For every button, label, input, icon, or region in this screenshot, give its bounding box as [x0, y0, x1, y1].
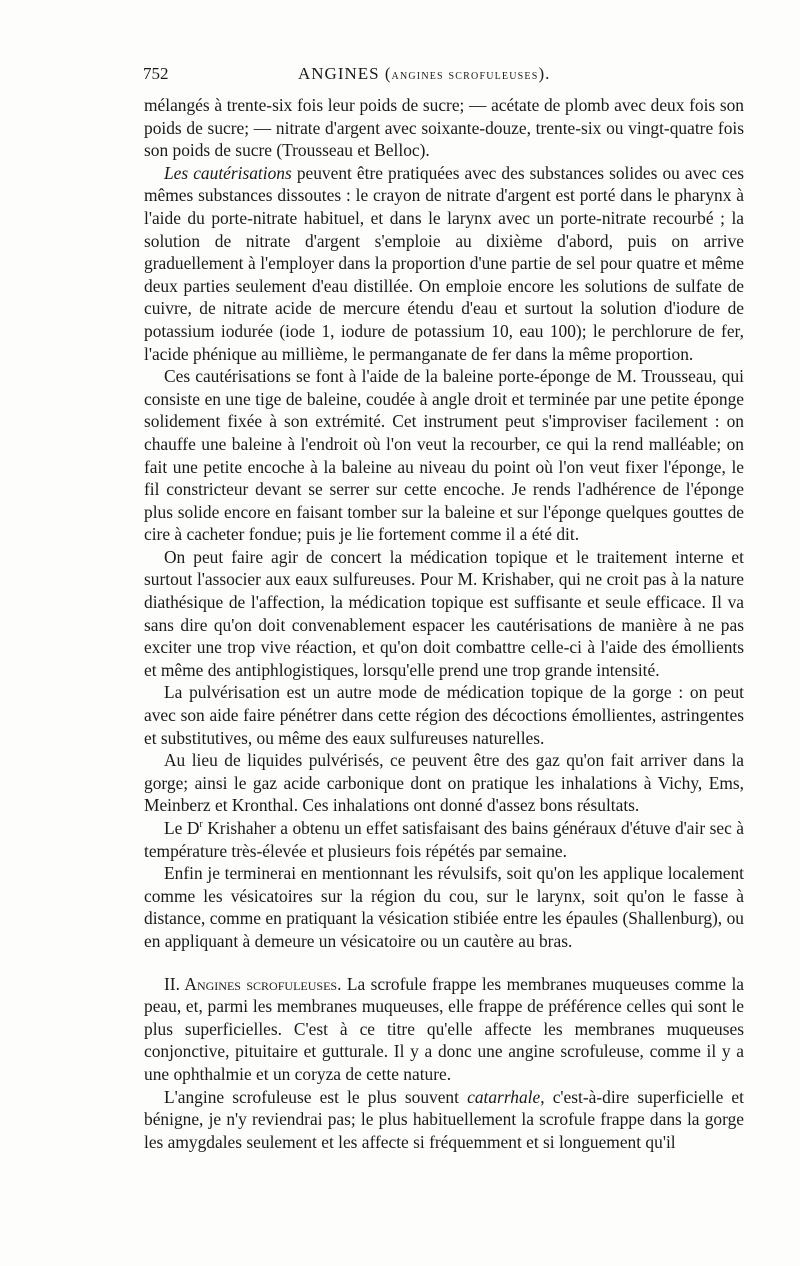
paragraph-pulverisation: La pulvérisation est un autre mode de médication topique de la gorge : on peut avec son aide faire pénétrer dans cette région des décoctions émollientes, astringentes et substitutives, ou même des eaux sulfureuses naturelles.: [144, 682, 744, 748]
emphasis-catarrhale: catarrhale: [467, 1086, 541, 1107]
section-2-paragraph: II. Angines scrofuleuses. La scrofule frappe les membranes muqueuses comme la peau, et, parmi les membranes muqueuses, elle frappe de préférence celles qui sont le plus superficielles. C'est à ce titre qu'elle affecte les membranes muqueuses conjonctive, pituitaire et gutturale. Il y a donc une angine scrofuleuse, comme il y a une ophthalmie et un coryza de cette nature.: [144, 973, 744, 1084]
paragraph-medication-concert: On peut faire agir de concert la médication topique et le traitement interne et surtout l'associer aux eaux sulfureuses. Pour M. Krishaber, qui ne croit pas à la nature diathésique de l'affection, la médication topique est suffisante et seule efficace. Il va sans dire qu'on doit convenablement espacer les cautérisations de manière à ne pas exciter une trop vive réaction, et qu'on doit combattre celle-ci à l'aide des émollients et même des antiphlogistiques, lorsqu'elle prend une trop grande intensité.: [144, 546, 744, 680]
section-number: II.: [164, 973, 180, 994]
emphasis-cauterisations: Les cautérisations: [164, 162, 292, 183]
running-title-subtitle: angines scrofuleuses: [391, 68, 539, 83]
section-heading: [164, 974, 341, 994]
paragraph-gaz: Au lieu de liquides pulvérisés, ce peuvent être des gaz qu'on fait arriver dans la gorge; ainsi le gaz acide carbonique dont on pratique les inhalations à Vichy, Ems, Meinberz et Kronthal. Ces inhalations ont donné d'assez bons résultats.: [144, 750, 744, 816]
paragraph-1: mélangés à trente-six fois leur poids de sucre; — acétate de plomb avec deux fois son poids de sucre; — nitrate d'argent avec soixante-douze, trente-six ou vingt-quatre fois son poids de sucre (Trousseau et Belloc).: [144, 95, 744, 161]
paragraph-catarrhale: L'angine scrofuleuse est le plus souvent catarrhale, c'est-à-dire superficielle et bénigne, je n'y reviendrai pas; le plus habituellement la scrofule frappe dans la gorge les amygdales seulement et les affecte si fréquemment et si longuement qu'il: [144, 1086, 744, 1152]
running-title: ANGINES (angines scrofuleuses).: [298, 64, 551, 83]
page-number: 752: [143, 64, 169, 83]
running-header: [143, 62, 743, 86]
paragraph-krishaber: Le $D^r$ Krishaher a obtenu un effet satisfaisant des bains généraux d'étuve d'air sec à température très-élevée et plusieurs fois répétés par semaine.: [144, 818, 745, 861]
paragraph-revulsifs: Enfin je terminerai en mentionnant les révulsifs, soit qu'on les applique localement comme les vésicatoires sur la région du cou, sur le larynx, soit qu'on le fasse à distance, comme en pratiquant la vésication stibiée entre les épaules (Shallenburg), ou en appliquant à demeure un vésicatoire ou un cautère au bras.: [144, 863, 744, 951]
running-title-main: ANGINES: [298, 64, 380, 83]
paragraph-baleine: Ces cautérisations se font à l'aide de la baleine porte-éponge de M. Trousseau, qui consiste en une tige de baleine, coudée à angle droit et terminée par une petite éponge solidement fixée à son extrémité. Cet instrument peut s'improviser facilement : on chauffe une baleine à l'endroit où l'on veut la recourber, ce qui la rend malléable; on fait une petite encoche à la baleine au niveau du point où l'on veut fixer l'éponge, le fil constricteur devant se serrer sur cette encoche. Je rends l'adhérence de l'éponge plus solide encore en faisant tomber sur la baleine et sur l'éponge quelques gouttes de cire à cacheter fondue; puis je lie fortement comme il a été dit.: [144, 366, 744, 545]
section-title: Angines scrofuleuses.: [184, 973, 342, 994]
body-text: [144, 94, 744, 1153]
paragraph-cauterisations: Les cautérisations peuvent être pratiquées avec des substances solides ou avec ces mêmes substances dissoutes : le crayon de nitrate d'argent est porté dans le pharynx à l'aide du porte-nitrate habituel, et dans le larynx avec un porte-nitrate recourbé ; la solution de nitrate d'argent s'emploie au dixième d'abord, puis on arrive graduellement à l'employer dans la proportion d'une partie de sel pour quatre et même deux parties seulement d'eau distillée. On emploie encore les solutions de sulfate de cuivre, de nitrate acide de mercure étendu d'eau et surtout la solution d'iodure de potassium iodurée (iode 1, iodure de potassium 10, eau 100); le perchlorure de fer, l'acide phénique au millième, le permanganate de fer dans la même proportion.: [144, 162, 744, 364]
section-spacer: [144, 953, 744, 973]
